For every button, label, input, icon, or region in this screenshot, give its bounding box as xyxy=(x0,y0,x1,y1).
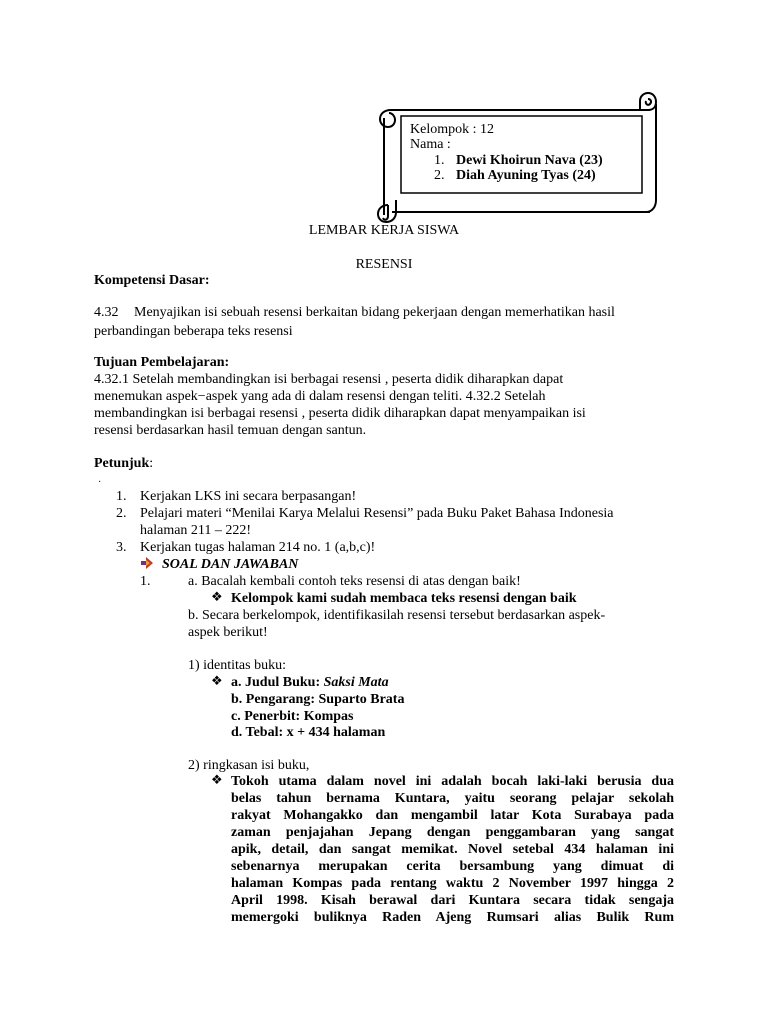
member-name: Dewi Khoirun Nava (23) xyxy=(456,153,603,168)
kompetensi-number: 4.32 xyxy=(94,305,119,320)
list-item-number: 1. xyxy=(116,489,127,504)
member-name: Diah Ayuning Tyas (24) xyxy=(456,168,596,183)
tebal: d. Tebal: x + 434 halaman xyxy=(231,725,386,740)
ringkasan-line: April 1998. Kisah berawal dari Kuntara secara tidak sengaja xyxy=(231,893,674,908)
judul-value: Saksi Mata xyxy=(323,675,389,690)
judul-label: a. Judul Buku: xyxy=(231,675,324,690)
ringkasan-line: halaman Kompas pada rentang waktu 2 November 1997 hingga 2 xyxy=(231,876,674,891)
nama-label: Nama : xyxy=(410,137,451,152)
tujuan-heading: Tujuan Pembelajaran: xyxy=(94,355,230,370)
ringkasan-line: rakyat Mohangakko dan mengambil latar Kota Surabaya pada xyxy=(231,808,674,823)
kelompok-label: Kelompok : 12 xyxy=(410,122,494,137)
question-a: a. Bacalah kembali contoh teks resensi di atas dengan baik! xyxy=(188,574,521,589)
tujuan-line: membandingkan isi berbagai resensi , peserta didik diharapkan dapat menyampaikan isi xyxy=(94,406,586,421)
identitas-heading: 1) identitas buku: xyxy=(188,658,286,673)
page-subtitle: RESENSI xyxy=(355,257,413,272)
petunjuk-colon: : xyxy=(149,456,154,471)
diamond-bullet-icon: ❖ xyxy=(211,773,223,788)
page-title: LEMBAR KERJA SISWA xyxy=(308,223,460,238)
answer-a: Kelompok kami sudah membaca teks resensi dengan baik xyxy=(231,591,577,606)
list-item-number: 2. xyxy=(116,506,127,521)
judul-buku xyxy=(231,674,389,691)
list-item: Kerjakan tugas halaman 214 no. 1 (a,b,c)! xyxy=(140,540,376,555)
pengarang: b. Pengarang: Suparto Brata xyxy=(231,692,405,707)
ringkasan-line: apik, detail, dan sangat memikat. Novel setebal 434 halaman ini xyxy=(231,842,674,857)
tujuan-line: resensi berdasarkan hasil temuan dengan santun. xyxy=(94,423,367,438)
petunjuk-label: Petunjuk xyxy=(94,456,150,471)
penerbit: c. Penerbit: Kompas xyxy=(231,709,354,724)
diamond-bullet-icon: ❖ xyxy=(211,590,223,605)
diamond-bullet-icon: ❖ xyxy=(211,674,223,689)
member-number: 1. xyxy=(434,153,445,168)
tujuan-line: menemukan aspek−aspek yang ada di dalam resensi dengan teliti. 4.32.2 Setelah xyxy=(94,389,546,404)
soal-heading: SOAL DAN JAWABAN xyxy=(162,557,299,572)
ringkasan-line: belas tahun bernama Kuntara, yaitu seorang pelajar sekolah xyxy=(231,791,674,806)
stray-dot: · xyxy=(98,477,102,488)
tujuan-line: 4.32.1 Setelah membandingkan isi berbagai resensi , peserta didik diharapkan dapat xyxy=(94,372,564,387)
kompetensi-text: Menyajikan isi sebuah resensi berkaitan bidang pekerjaan dengan memerhatikan hasil xyxy=(134,305,615,320)
ringkasan-line: Tokoh utama dalam novel ini adalah bocah laki-laki berusia dua xyxy=(231,774,674,789)
ringkasan-line: memergoki buliknya Raden Ajeng Rumsari alias Bulik Rum xyxy=(231,910,674,925)
list-item-number: 3. xyxy=(116,540,127,555)
question-b: b. Secara berkelompok, identifikasilah resensi tersebut berdasarkan aspek- xyxy=(188,608,606,623)
list-item: Pelajari materi “Menilai Karya Melalui Resensi” pada Buku Paket Bahasa Indonesia xyxy=(140,506,614,521)
kompetensi-heading: Kompetensi Dasar: xyxy=(94,273,210,288)
member-number: 2. xyxy=(434,168,445,183)
petunjuk-heading xyxy=(94,455,153,472)
ringkasan-line: sebenarnya merupakan cerita bersambung yang dimuat di xyxy=(231,859,674,874)
ringkasan-line: zaman penjajahan Jepang dengan penggambaran yang sangat xyxy=(231,825,674,840)
list-item: Kerjakan LKS ini secara berpasangan! xyxy=(140,489,357,504)
list-item: halaman 211 – 222! xyxy=(140,523,252,538)
question-number: 1. xyxy=(140,574,151,589)
ringkasan-heading: 2) ringkasan isi buku, xyxy=(188,758,310,773)
kompetensi-text: perbandingan beberapa teks resensi xyxy=(94,324,293,339)
question-b: aspek berikut! xyxy=(188,625,268,640)
